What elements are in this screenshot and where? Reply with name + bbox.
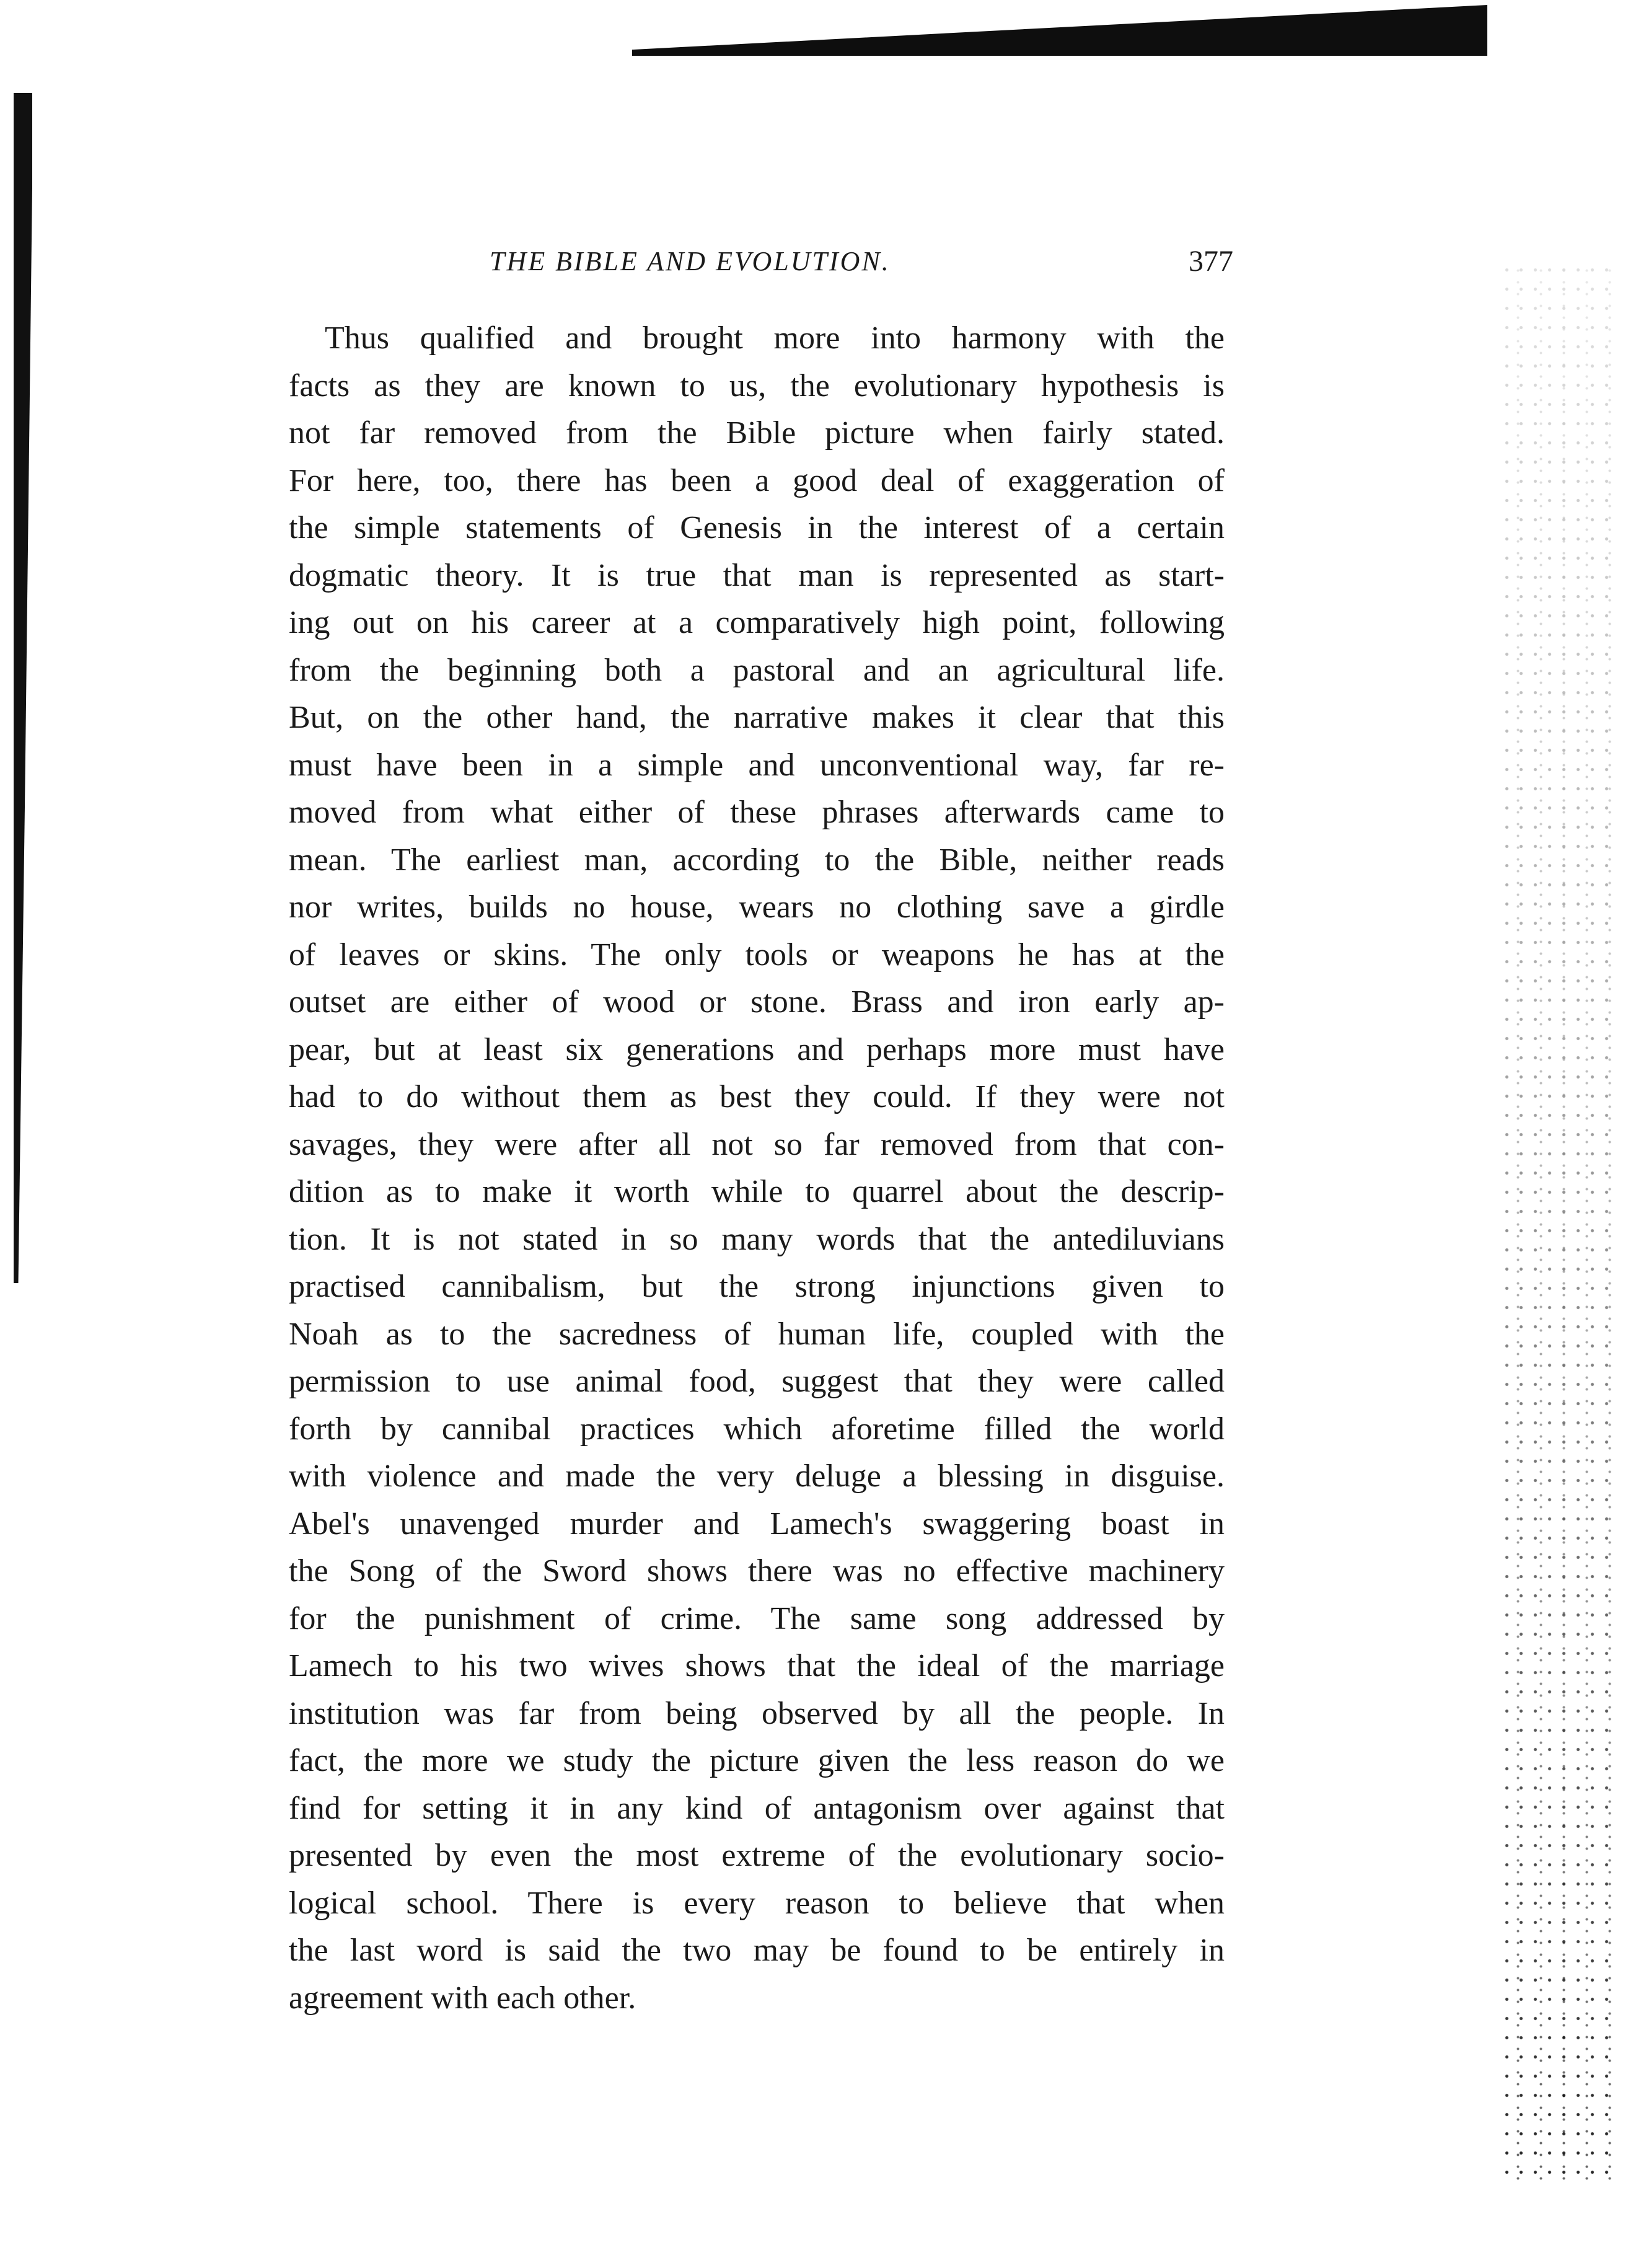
text-line: tion. It is not stated in so many words that the antediluvians (289, 1221, 1225, 1257)
text-line: permission to use animal food, suggest that they were called (289, 1364, 1225, 1399)
text-line: institution was far from being observed by all the people. In (289, 1695, 1225, 1731)
body-paragraph (289, 315, 1225, 2022)
text-line: practised cannibalism, but the strong injunctions given to (289, 1269, 1225, 1304)
text-line: savages, they were after all not so far removed from that con- (289, 1126, 1225, 1162)
text-line: Lamech to his two wives shows that the ideal of the marriage (289, 1648, 1225, 1683)
text-line: presented by even the most extreme of the evolutionary socio- (289, 1838, 1225, 1873)
text-line: Noah as to the sacredness of human life, coupled with the (289, 1316, 1225, 1352)
running-header (490, 243, 1233, 280)
text-line: moved from what either of these phrases afterwards came to (289, 795, 1225, 830)
text-line: ing out on his career at a comparatively high point, following (289, 605, 1225, 640)
text-line: dition as to make it worth while to quarrel about the descrip- (289, 1174, 1225, 1209)
text-line: outset are either of wood or stone. Brass and iron early ap- (289, 984, 1225, 1020)
text-line: had to do without them as best they could. If they were not (289, 1079, 1225, 1114)
text-line: of leaves or skins. The only tools or weapons he has at the (289, 937, 1225, 973)
text-line: dogmatic theory. It is true that man is represented as start- (289, 557, 1225, 593)
text-line: But, on the other hand, the narrative makes it clear that this (289, 700, 1225, 735)
text-line: find for setting it in any kind of antagonism over against that (289, 1790, 1225, 1826)
text-line: the last word is said the two may be found to be entirely in (289, 1933, 1225, 1968)
text-line: with violence and made the very deluge a blessing in disguise. (289, 1458, 1225, 1494)
text-line: for the punishment of crime. The same song addressed by (289, 1600, 1225, 1636)
text-line: Thus qualified and brought more into harmony with the (325, 320, 1225, 356)
scan-edge-shadow-top (632, 5, 1487, 56)
text-line: logical school. There is every reason to believe that when (289, 1885, 1225, 1921)
scan-noise-right-margin (1500, 260, 1617, 2182)
text-line: the Song of the Sword shows there was no effective machinery (289, 1553, 1225, 1589)
text-line: For here, too, there has been a good deal of exaggeration of (289, 462, 1225, 498)
text-line: must have been in a simple and unconventional way, far re- (289, 747, 1225, 783)
page-number: 377 (1189, 245, 1233, 278)
scan-edge-shadow-left (14, 93, 32, 1283)
running-title: THE BIBLE AND EVOLUTION. (490, 246, 891, 276)
text-line: not far removed from the Bible picture when fairly stated. (289, 415, 1225, 451)
text-line: nor writes, builds no house, wears no clothing save a girdle (289, 889, 1225, 925)
text-line: Abel's unavenged murder and Lamech's swaggering boast in (289, 1506, 1225, 1542)
text-line: mean. The earliest man, according to the Bible, neither reads (289, 842, 1225, 878)
text-line: pear, but at least six generations and perhaps more must have (289, 1031, 1225, 1067)
text-line: agreement with each other. (289, 1980, 636, 2016)
text-line: the simple statements of Genesis in the interest of a certain (289, 510, 1225, 545)
text-line: forth by cannibal practices which aforetime filled the world (289, 1411, 1225, 1447)
text-line: facts as they are known to us, the evolutionary hypothesis is (289, 368, 1225, 404)
text-line: from the beginning both a pastoral and an agricultural life. (289, 652, 1225, 688)
text-line: fact, the more we study the picture given the less reason do we (289, 1743, 1225, 1778)
